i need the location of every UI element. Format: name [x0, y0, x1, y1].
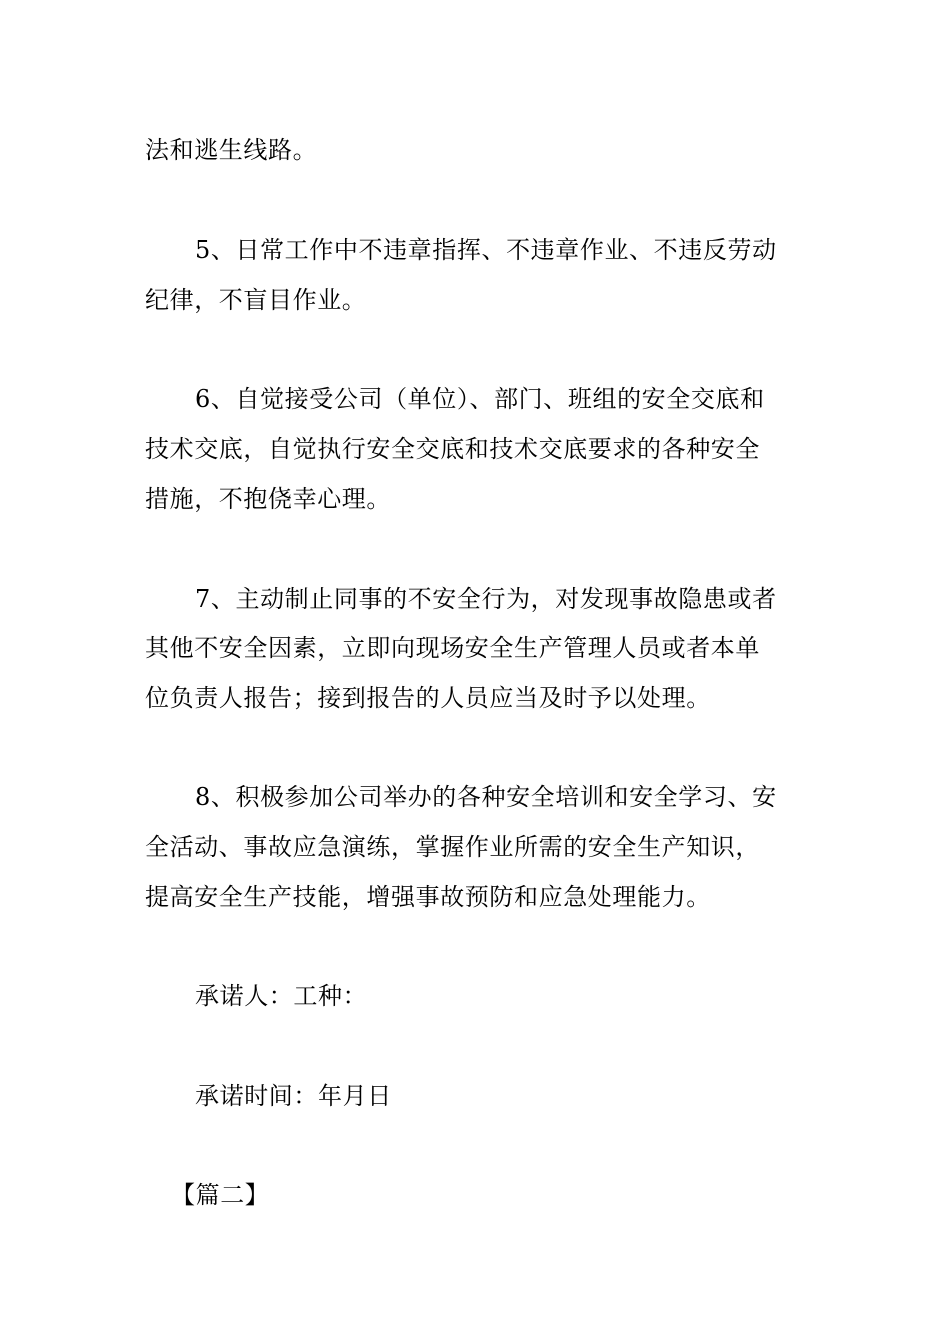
item-6-line-2: 技术交底，自觉执行安全交底和技术交底要求的各种安全 [145, 435, 760, 463]
promise-date-line: 承诺时间：年月日 [195, 1082, 392, 1110]
item-6-line-3: 措施，不抱侥幸心理。 [145, 485, 391, 513]
paragraph-fragment-line: 法和逃生线路。 [145, 136, 318, 164]
item-8-line-2: 全活动、事故应急演练，掌握作业所需的安全生产知识， [145, 833, 760, 861]
item-7-line-1: 7、主动制止同事的不安全行为，对发现事故隐患或者 [195, 585, 777, 613]
section-heading-part-two: 【篇二】 [171, 1181, 270, 1209]
item-8-line-3: 提高安全生产技能，增强事故预防和应急处理能力。 [145, 883, 711, 911]
item-7-line-2: 其他不安全因素，立即向现场安全生产管理人员或者本单 [145, 634, 760, 662]
promisor-line: 承诺人：工种： [195, 982, 368, 1010]
item-5-line-2: 纪律，不盲目作业。 [145, 286, 367, 314]
item-6-line-1: 6、自觉接受公司（单位）、部门、班组的安全交底和 [195, 385, 765, 413]
item-7-line-3: 位负责人报告；接到报告的人员应当及时予以处理。 [145, 684, 711, 712]
item-8-line-1: 8、积极参加公司举办的各种安全培训和安全学习、安 [195, 783, 777, 811]
item-5-line-1: 5、日常工作中不违章指挥、不违章作业、不违反劳动 [195, 236, 777, 264]
